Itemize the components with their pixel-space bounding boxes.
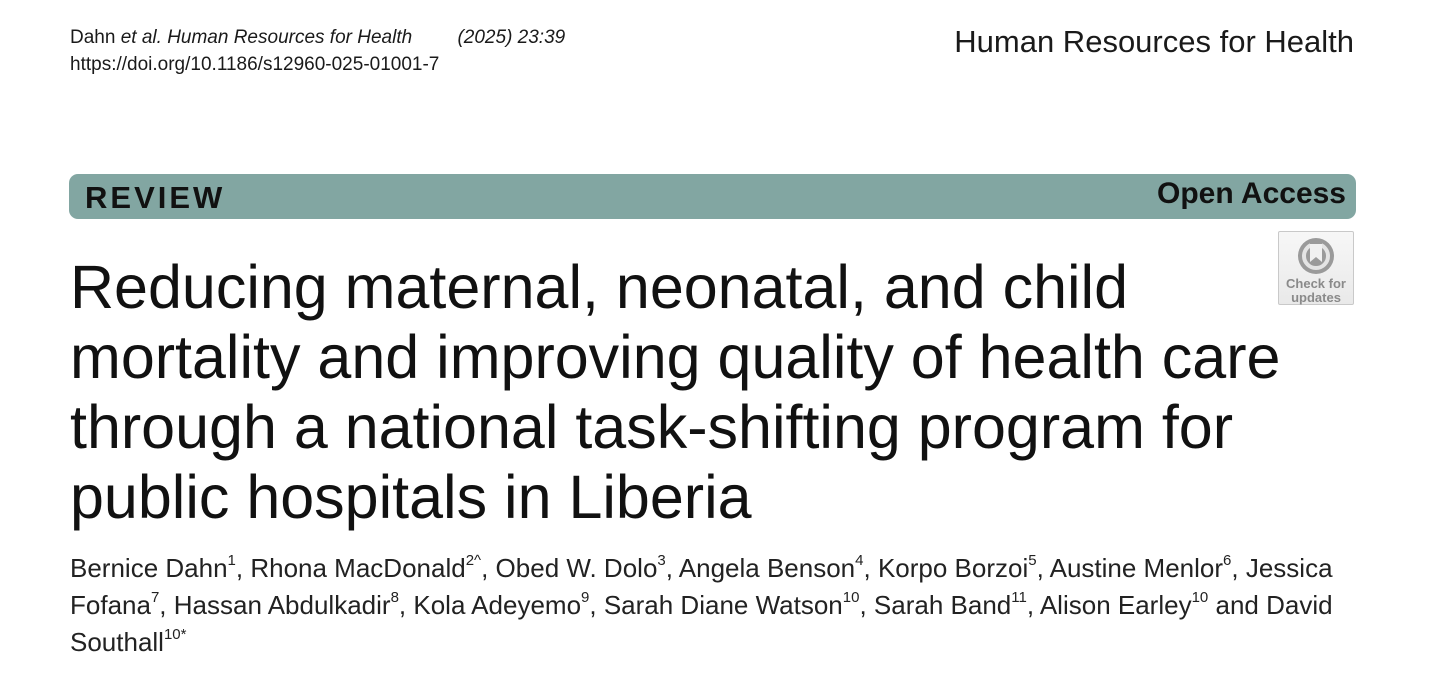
author-affiliation: 9: [581, 589, 590, 607]
author-separator: ,: [863, 553, 878, 583]
author-name[interactable]: [1040, 590, 1208, 620]
author-name[interactable]: [496, 553, 666, 583]
author-name[interactable]: [250, 553, 481, 583]
author-separator: and: [1208, 590, 1267, 620]
author-name-text: Alison Earley: [1039, 590, 1192, 620]
author-name-text: Austine Menlor: [1049, 553, 1224, 583]
author-name[interactable]: [1050, 553, 1232, 583]
author-separator: ,: [159, 590, 174, 620]
author-separator: ,: [1231, 553, 1246, 583]
author-separator: ,: [859, 590, 874, 620]
author-affiliation: 10*: [163, 626, 187, 644]
open-access-label: Open Access: [1157, 177, 1346, 210]
author-name[interactable]: [874, 590, 1027, 620]
author-name-text: Rhona MacDonald: [250, 553, 466, 583]
author-separator: ,: [665, 553, 679, 583]
author-affiliation: 6: [1223, 552, 1232, 570]
author-name[interactable]: [174, 590, 399, 620]
author-list: [70, 550, 1360, 661]
updates-label: updates: [1291, 290, 1341, 305]
author-name-text: Sarah Diane Watson: [603, 590, 843, 620]
journal-title: Human Resources for Health: [954, 24, 1354, 59]
author-affiliation: 8: [390, 589, 399, 607]
citation-journal: Human Resources for Health: [167, 27, 413, 48]
author-separator: ,: [589, 590, 604, 620]
author-separator: ,: [398, 590, 414, 620]
author-separator: ,: [1036, 553, 1050, 583]
author-affiliation: 10: [842, 589, 860, 607]
author-name[interactable]: [413, 590, 589, 620]
article-title: Reducing maternal, neonatal, and child mortality and improving quality of health care through a national task-shifting program for public hospitals in Liberia: [70, 253, 1281, 531]
author-affiliation: 3: [657, 552, 666, 570]
author-affiliation: 1: [227, 552, 236, 570]
author-affiliation: 11: [1011, 589, 1027, 607]
author-name-text: Bernice Dahn: [70, 553, 228, 583]
author-affiliation: 7: [150, 589, 160, 607]
author-name-text: Obed W. Dolo: [495, 553, 658, 583]
author-affiliation: 5: [1028, 552, 1037, 570]
author-name[interactable]: [604, 590, 860, 620]
author-name[interactable]: [878, 553, 1037, 583]
article-citation-block: [70, 24, 565, 78]
author-name-text: Korpo Borzoi: [877, 553, 1029, 583]
citation-etal: et al.: [120, 27, 162, 48]
author-separator: ,: [235, 553, 251, 583]
citation-volume: (2025) 23:39: [457, 27, 566, 48]
author-name-text: Angela Benson: [678, 553, 856, 583]
check-for-label: Check for: [1286, 276, 1346, 291]
article-type-banner: [69, 174, 1356, 219]
author-name-text: Sarah Band: [873, 590, 1012, 620]
citation-author: Dahn: [70, 27, 116, 48]
author-separator: ,: [1026, 590, 1040, 620]
citation-line: [70, 24, 565, 51]
author-name-text: David Southall: [70, 590, 1333, 657]
author-name-text: Jessica Fofana: [70, 553, 1333, 620]
author-name[interactable]: [679, 553, 864, 583]
author-name-text: Kola Adeyemo: [413, 590, 582, 620]
author-affiliation: 4: [855, 552, 864, 570]
author-affiliation: 10: [1191, 589, 1209, 607]
author-name-text: Hassan Abdulkadir: [173, 590, 391, 620]
author-affiliation: 2^: [465, 552, 482, 570]
doi-link[interactable]: https://doi.org/10.1186/s12960-025-01001-7: [70, 54, 440, 75]
article-type-label: REVIEW: [85, 180, 226, 215]
crossmark-icon: [1295, 236, 1337, 276]
author-separator: ,: [481, 553, 496, 583]
author-name[interactable]: [70, 553, 236, 583]
